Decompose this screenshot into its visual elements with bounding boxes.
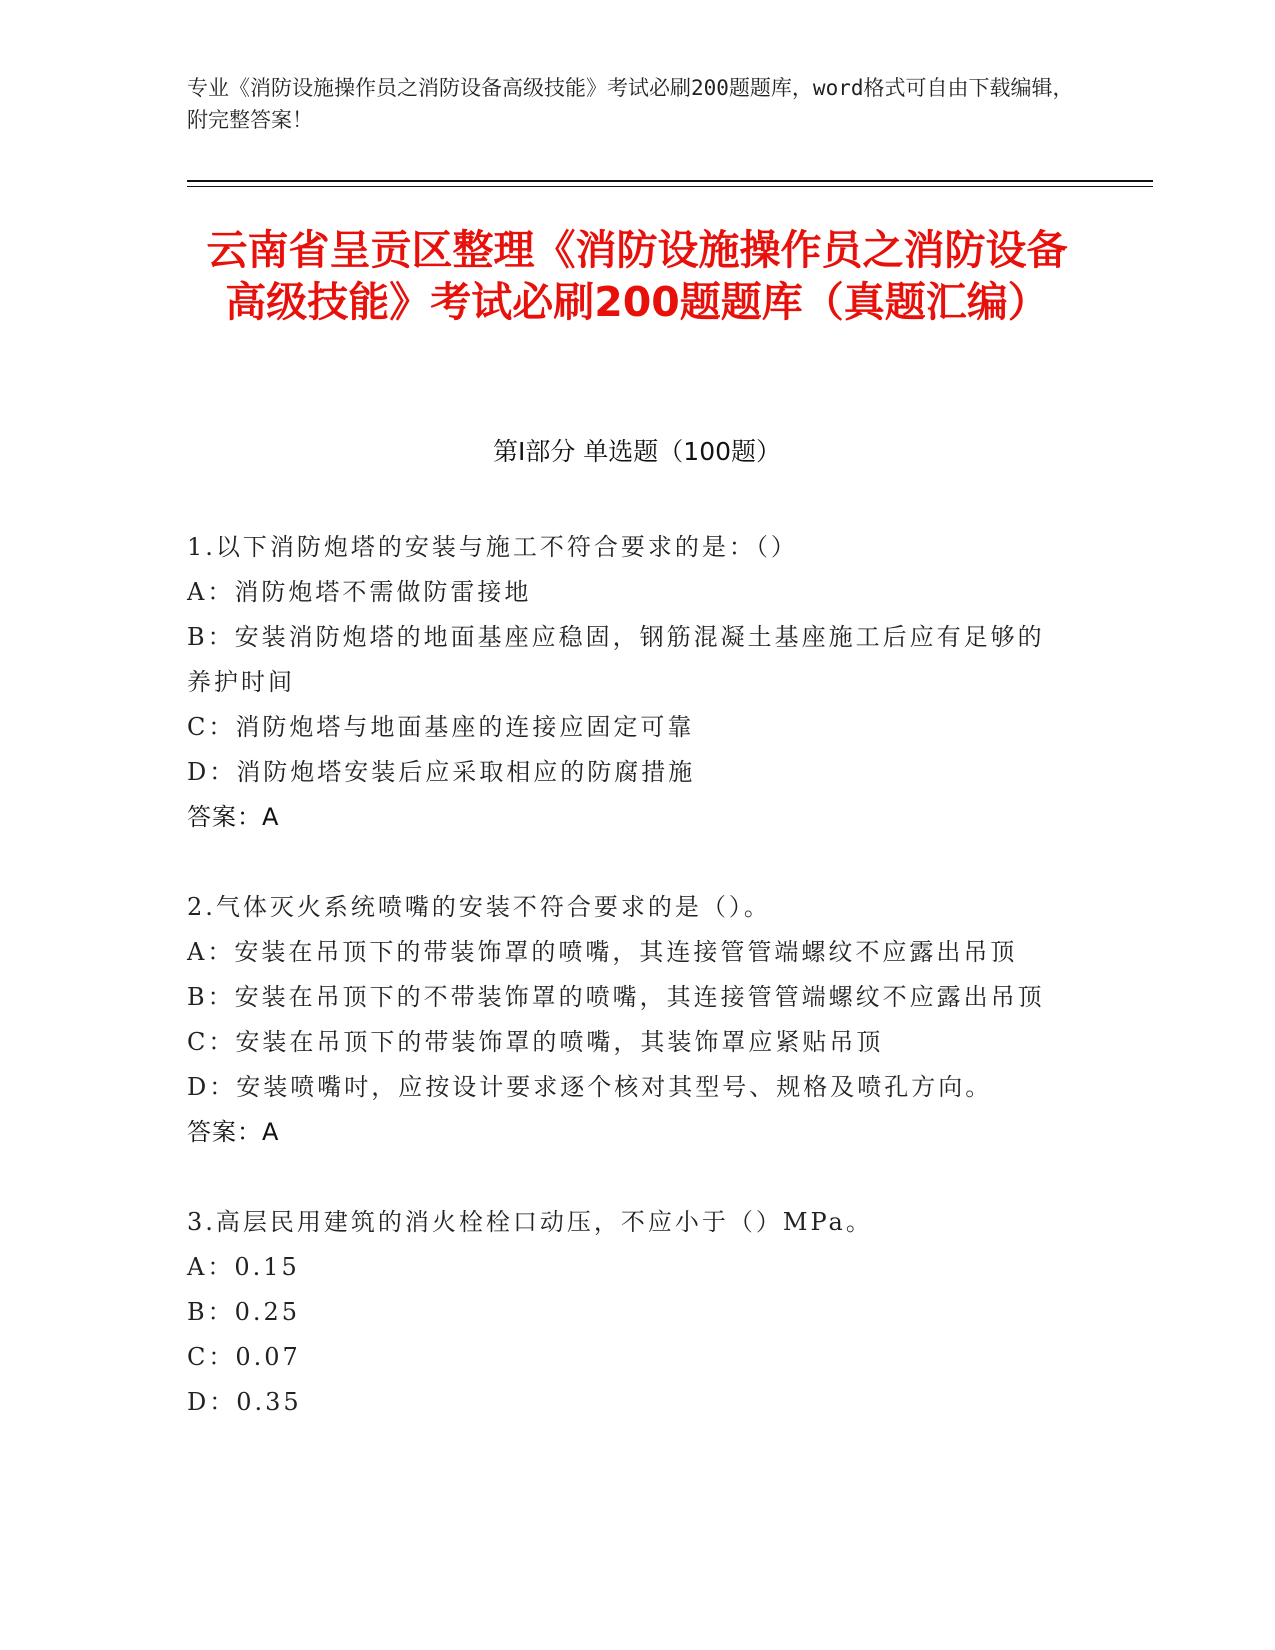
- answer-line: 答案：A: [187, 1118, 280, 1146]
- question-item: [187, 1200, 1067, 1425]
- question-item: [187, 525, 1067, 840]
- option-a: A：0.15: [187, 1253, 300, 1281]
- question-item: [187, 885, 1067, 1155]
- option-d: D：消防炮塔安装后应采取相应的防腐措施: [187, 758, 696, 786]
- header-note: 专业《消防设施操作员之消防设备高级技能》考试必刷200题题库，word格式可自由下载编辑，附完整答案！: [187, 76, 1074, 132]
- option-d: D：0.35: [187, 1388, 302, 1416]
- section-heading: 第Ⅰ部分 单选题（100题）: [492, 437, 782, 466]
- header-divider-top: [187, 180, 1153, 182]
- option-b: B：0.25: [187, 1298, 301, 1326]
- question-stem: 1.以下消防炮塔的安装与施工不符合要求的是：（）: [187, 533, 798, 561]
- option-c: C：0.07: [187, 1343, 301, 1371]
- document-title: 云南省呈贡区整理《消防设施操作员之消防设备高级技能》考试必刷200题题库（真题汇编）: [206, 226, 1068, 326]
- answer-line: 答案：A: [187, 803, 280, 831]
- question-stem: 2.气体灭火系统喷嘴的安装不符合要求的是（）。: [187, 893, 771, 921]
- question-list: [187, 525, 1067, 1470]
- option-d: D：安装喷嘴吋，应按设计要求逐个核对其型号、规格及喷孔方向。: [187, 1073, 993, 1101]
- option-a: A：安装在吊顶下的带装饰罩的喷嘴，其连接管管端螺纹不应露出吊顶: [187, 938, 1018, 966]
- question-stem: 3.高层民用建筑的消火栓栓口动压，不应小于（）MPa。: [187, 1208, 873, 1236]
- option-c: C：安装在吊顶下的带装饰罩的喷嘴，其装饰罩应紧贴吊顶: [187, 1028, 884, 1056]
- option-b: B：安装在吊顶下的不带装饰罩的喷嘴，其连接管管端螺纹不应露出吊顶: [187, 983, 1045, 1011]
- header-divider-bottom: [187, 186, 1153, 187]
- option-b: B：安装消防炮塔的地面基座应稳固，钢筋混凝土基座施工后应有足够的养护时间: [187, 623, 1045, 696]
- option-a: A：消防炮塔不需做防雷接地: [187, 578, 532, 606]
- option-c: C：消防炮塔与地面基座的连接应固定可靠: [187, 713, 695, 741]
